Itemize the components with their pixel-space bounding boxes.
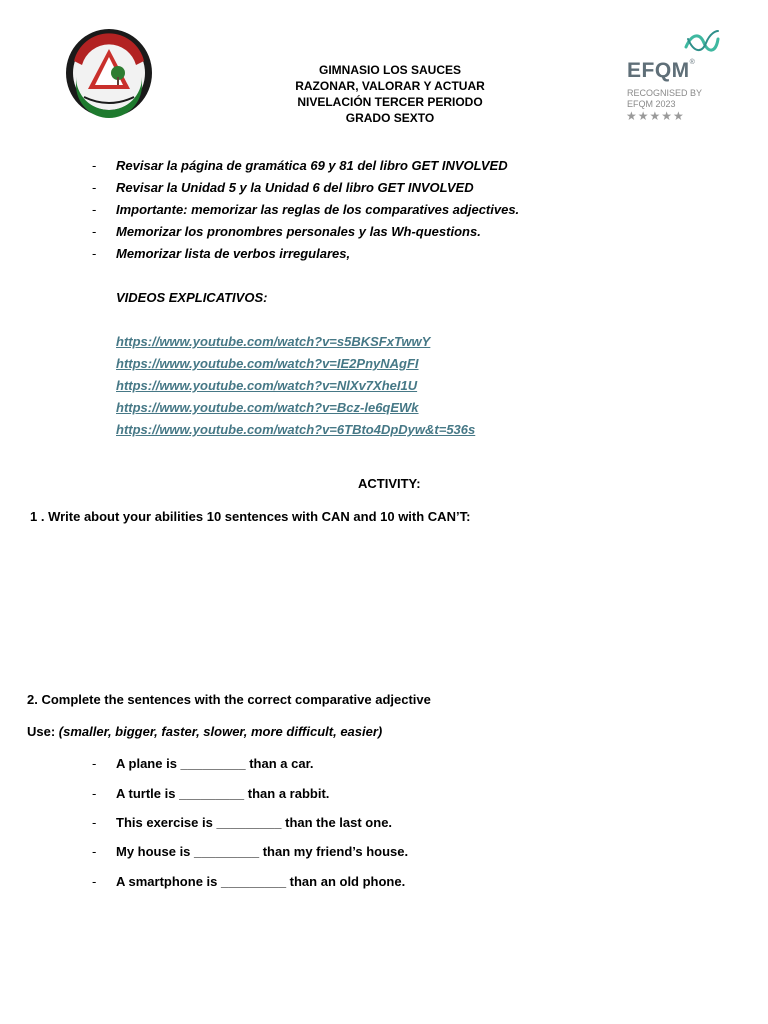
- task-item: - Importante: memorizar las reglas de los comparatives adjectives.: [92, 202, 520, 217]
- video-link[interactable]: https://www.youtube.com/watch?v=Bcz-le6qEWk: [116, 400, 419, 415]
- school-logo: [64, 27, 154, 119]
- video-link[interactable]: https://www.youtube.com/watch?v=s5BKSFxTwwY: [116, 334, 431, 349]
- word-bank: (smaller, bigger, faster, slower, more difficult, easier): [58, 724, 383, 739]
- video-link[interactable]: https://www.youtube.com/watch?v=IE2PnyNAgFI: [116, 356, 419, 371]
- videos-heading: VIDEOS EXPLICATIVOS:: [116, 290, 268, 305]
- task-item: - Revisar la página de gramática 69 y 81 del libro GET INVOLVED: [92, 158, 508, 173]
- efqm-mark-icon: [682, 27, 722, 59]
- sentence-item: - A smartphone is _________ than an old phone.: [92, 874, 406, 889]
- sentence-item: - A plane is _________ than a car.: [92, 756, 314, 771]
- video-link[interactable]: https://www.youtube.com/watch?v=6TBto4DpDyw&t=536s: [116, 422, 476, 437]
- sentence-item: - A turtle is _________ than a rabbit.: [92, 786, 330, 801]
- activity-heading: ACTIVITY:: [358, 476, 421, 491]
- efqm-stars: ★★★★★: [626, 109, 685, 123]
- video-link[interactable]: https://www.youtube.com/watch?v=NlXv7XheI1U: [116, 378, 418, 393]
- use-words-line: Use: (smaller, bigger, faster, slower, more difficult, easier): [27, 724, 383, 739]
- document-header: [240, 62, 540, 126]
- question-2: 2. Complete the sentences with the correct comparative adjective: [27, 692, 431, 707]
- task-item: - Memorizar los pronombres personales y las Wh-questions.: [92, 224, 481, 239]
- question-1: 1 . Write about your abilities 10 sentences with CAN and 10 with CAN’T:: [30, 509, 471, 524]
- document-subject: NIVELACIÓN TERCER PERIODO: [297, 95, 483, 109]
- school-name: GIMNASIO LOS SAUCES: [318, 63, 461, 77]
- sentence-item: - This exercise is _________ than the last one.: [92, 815, 393, 830]
- school-motto: RAZONAR, VALORAR Y ACTUAR: [295, 79, 485, 93]
- task-item: - Revisar la Unidad 5 y la Unidad 6 del libro GET INVOLVED: [92, 180, 474, 195]
- efqm-recognised-text: RECOGNISED BY EFQM 2023: [627, 88, 703, 109]
- task-item: - Memorizar lista de verbos irregulares,: [92, 246, 351, 261]
- efqm-wordmark: EFQM®: [627, 59, 696, 82]
- efqm-logo: [626, 27, 726, 127]
- sentence-item: - My house is _________ than my friend’s house.: [92, 844, 409, 859]
- grade-level: GRADO SEXTO: [345, 111, 435, 125]
